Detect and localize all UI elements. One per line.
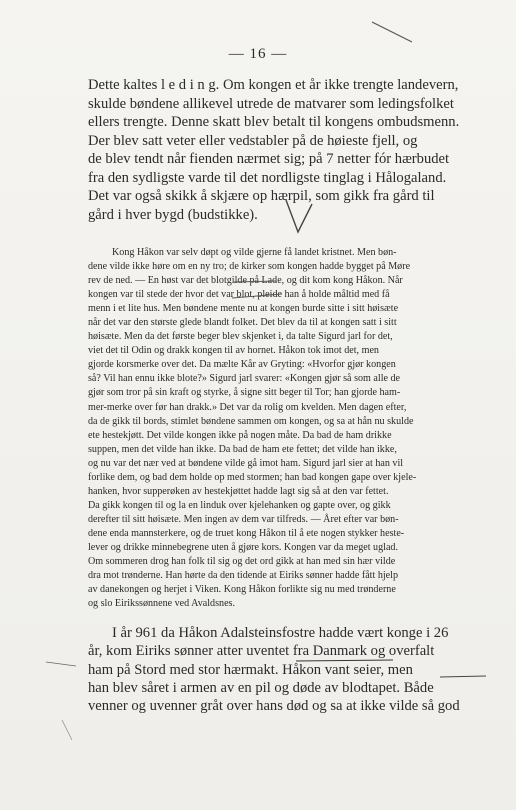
- text-line: Kong Håkon var selv døpt og vilde gjerne få landet kristnet. Men bøn-: [112, 247, 397, 258]
- text-line: dra mot trønderne. Han hørte da den tidende at Eiriks sønner hadde fått hjelp: [88, 570, 398, 582]
- text-line: Dette kaltes l e d i n g. Om kongen et år ikke trengte landevern,: [88, 77, 459, 93]
- text-line: kongen var til stede der hvor det var blot, pleide han å holde måltid med få: [88, 289, 390, 301]
- paragraph-bottom: [88, 624, 486, 715]
- paragraph-small-print: [88, 246, 485, 611]
- text-line: så? Vil han ennu ikke blote?» Sigurd jarl svarer: «Kongen gjør så som alle de: [88, 373, 401, 385]
- text-line: gjør som tror på sin kraft og styrke, å signe sitt beger til Tor; han gjorde ham-: [88, 387, 401, 399]
- text-line: ham på Stord med stor hærmakt. Håkon vant seier, men: [88, 661, 413, 678]
- text-line: og slo Eirikssønnene ved Avaldsnes.: [88, 598, 235, 610]
- text-line: rev de ned. — En høst var det blotgilde på Lade, og dit kom kong Håkon. Når: [88, 275, 403, 287]
- text-line: og nu var det nær ved at bøndene vilde gå imot ham. Sigurd jarl sier at han vil: [88, 457, 404, 469]
- pencil-mark-left-margin: [46, 662, 76, 666]
- text-line: høisæte. Men da det første beger blev skjenket i, da talte Sigurd jarl for det,: [88, 331, 393, 343]
- text-line: I år 961 da Håkon Adalsteinsfostre hadde vært konge i 26: [112, 625, 449, 641]
- pencil-stroke-top-right: [372, 22, 412, 42]
- text-line: forlike dem, og bad dem holde op med stormen; han bad kongen gape over kjele-: [88, 471, 417, 483]
- text-line: gjorde korsmerke over det. Da mælte Kår av Gryting: «Hvorfor gjør kongen: [88, 359, 396, 371]
- text-line: suppen, men det vilde han ikke. Da bad de ham ete fettet; det vilde han ikke,: [88, 443, 397, 455]
- text-line: ete hestekjøtt. Det vilde kongen ikke på nogen måte. Da bad de ham drikke: [88, 429, 392, 441]
- text-line: han blev såret i armen av en pil og døde av blodtapet. Både: [88, 679, 434, 696]
- page-number: — 16 —: [228, 46, 288, 62]
- text-line: venner og uvenner gråt over hans død og sa at ikke vilde så god: [88, 698, 460, 715]
- text-line: dene vilde ikke høre om en ny tro; de kirker som kongen hadde bygget på Møre: [88, 261, 411, 273]
- text-line: gård i hver bygd (budstikke).: [88, 206, 258, 223]
- text-line: menn i et lite hus. Men bøndene mente nu at kongen burde sitte i sitt høisæte: [88, 303, 399, 315]
- text-line: ellers trengte. Denne skatt blev betalt til kongens ombudsmenn.: [88, 114, 460, 130]
- text-line: Der blev satt veter eller vedstabler på de høieste fjell, og: [88, 132, 418, 149]
- text-line: av danekongen og herjet i Viken. Kong Håkon forlikte sig nu med trønderne: [88, 584, 396, 596]
- text-line: år, kom Eiriks sønner atter uventet fra Danmark og overfalt: [88, 643, 435, 660]
- text-line: da de gikk til bords, stimlet bøndene sammen om kongen, og sa at hån nu skulde: [88, 415, 414, 427]
- pencil-mark-bottom-left: [62, 720, 72, 740]
- text-line: når det var den største glede blandt folket. Det blev da til at kongen satt i sitt: [88, 317, 397, 329]
- text-line: skulde bøndene allikevel utrede de matvarer som ledingsfolket: [88, 95, 454, 112]
- text-line: lever og drikke minnebegrene uten å gjøre kors. Kongen var da meget uglad.: [88, 541, 398, 553]
- text-line: derefter til sitt høisæte. Men ingen av dem var tilfreds. — Året efter var bøn-: [88, 513, 399, 525]
- text-line: de blev tendt når fienden nærmet sig; på 7 netter fór hærbudet: [88, 151, 450, 167]
- text-line: viet det til Odin og drakk kongen til av hornet. Håkon tok imot det, men: [88, 345, 379, 357]
- text-line: fra den sydligste varde til det nordligste tinglag i Hålogaland.: [88, 169, 447, 186]
- paragraph-top: [88, 76, 486, 224]
- text-line: dene enda mannsterkere, og de truet kong Håkon til å ete nogen stykker heste-: [88, 527, 405, 539]
- text-line: hanken, hvor supperøken av hestekjøttet hadde lagt sig så at den var fettet.: [88, 485, 389, 497]
- text-line: Det var også skikk å skjære op hærpil, som gikk fra gård til: [88, 188, 435, 204]
- text-line: Da gikk kongen til og la en linduk over kjelehanken og gapte over, og gikk: [88, 499, 391, 511]
- text-line: mer-merke over før han drakk.» Det var da rolig om kvelden. Men dagen efter,: [88, 401, 407, 413]
- text-line: Om sommeren drog han folk til sig og det ord gikk at han med sin hær vilde: [88, 556, 396, 568]
